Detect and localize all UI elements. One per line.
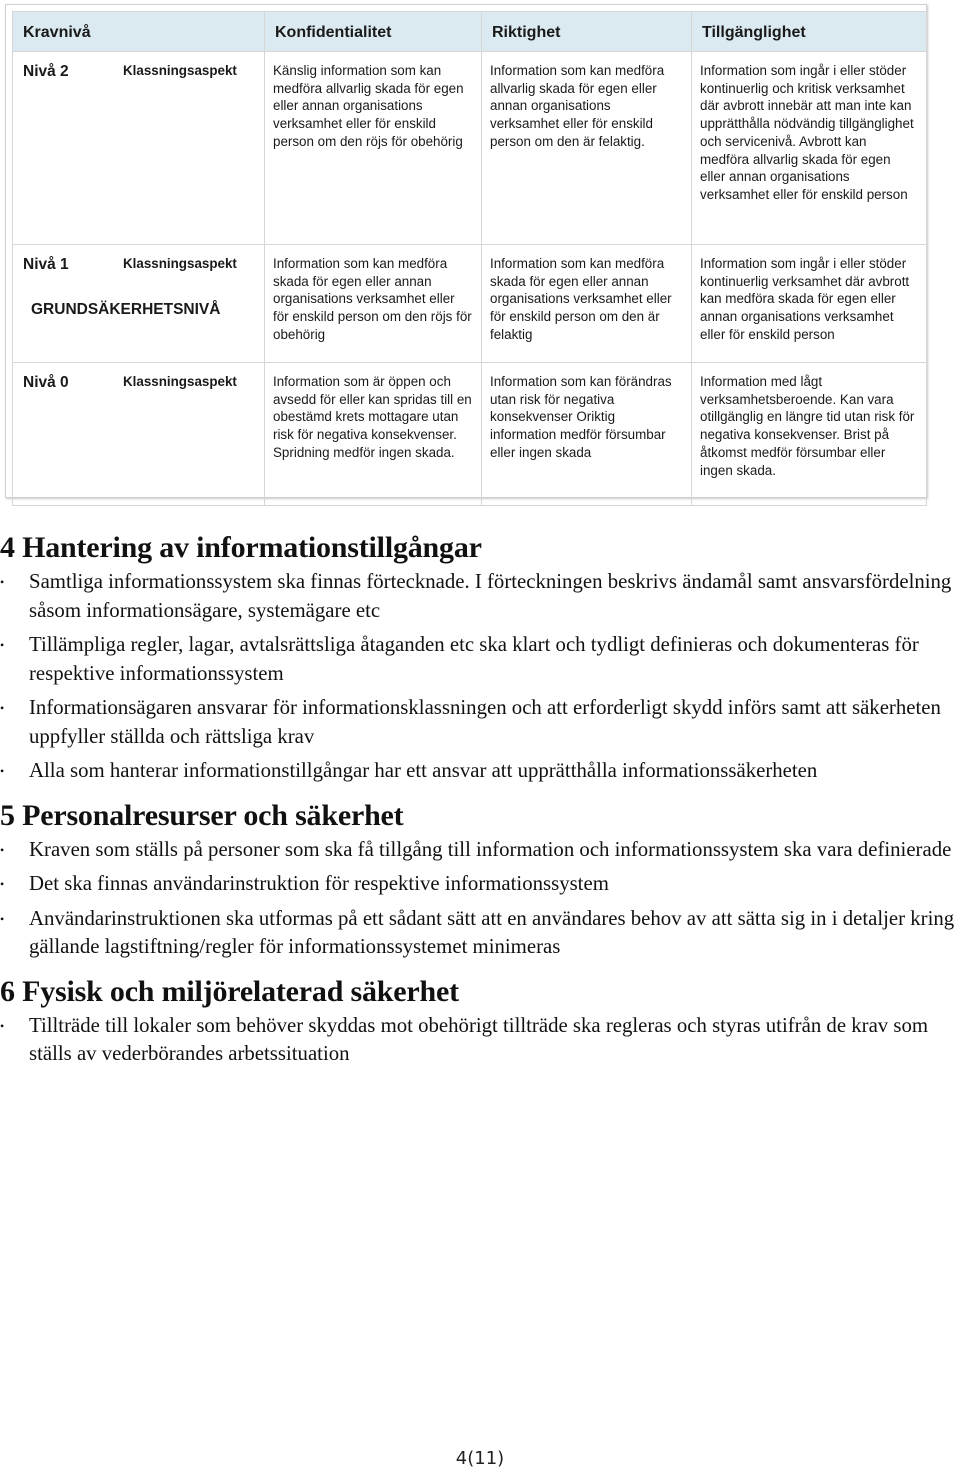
header-riktighet: Riktighet bbox=[482, 12, 692, 52]
konfidentialitet-cell bbox=[265, 363, 482, 506]
table-row bbox=[13, 52, 927, 245]
list-item bbox=[0, 1012, 960, 1069]
cell-text: Känslig information som kan medföra allvarlig skada för egen eller annan organisations verksamhet eller för enskild person om den röjs för obehörig bbox=[273, 63, 464, 149]
bullet-icon: • bbox=[0, 638, 5, 652]
cell-text: Information med lågt verksamhetsberoende. Kan vara otillgänglig en längre tid utan risk för negativa konsekvenser. Brist på åtkomst medför försumbar eller ingen skada. bbox=[700, 374, 915, 478]
page-number: 4(11) bbox=[455, 1448, 505, 1469]
list-item bbox=[0, 694, 960, 751]
table-header-row bbox=[13, 12, 927, 52]
list-item-text: Användarinstruktionen ska utformas på ett sådant sätt att en användares behov av att sätta sig in i detaljer kring gällande lagstiftning/regler för informationssystemet minimeras bbox=[29, 906, 955, 958]
list-item bbox=[0, 870, 960, 899]
cell-text: Information som kan medföra skada för egen eller annan organisations verksamhet eller för enskild person om den röjs för obehörig bbox=[273, 256, 472, 342]
list-item bbox=[0, 757, 960, 786]
table-row bbox=[13, 363, 927, 506]
bullet-icon: • bbox=[0, 1018, 5, 1033]
level-name: Nivå 2 bbox=[23, 63, 69, 80]
level-baseline-label: GRUNDSÄKERHETSNIVÅ bbox=[31, 301, 221, 318]
bullet-icon: • bbox=[0, 764, 5, 778]
list-item bbox=[0, 905, 960, 962]
level-cell bbox=[13, 363, 265, 506]
bullet-icon: • bbox=[0, 911, 5, 926]
bullet-icon: • bbox=[0, 575, 5, 589]
riktighet-cell bbox=[482, 245, 692, 363]
list-item-text: Informationsägaren ansvarar för informationsklassningen och att erforderligt skydd införs samt att säkerheten uppfyller ställda och rättsliga krav bbox=[29, 696, 941, 748]
level-name: Nivå 0 bbox=[23, 374, 69, 391]
list-item-text: Tillämpliga regler, lagar, avtalsrättsliga åtaganden etc ska klart och tydligt definieras och dokumenteras för respektive informationssystem bbox=[29, 633, 919, 685]
level-aspect: Klassningsaspekt bbox=[123, 256, 237, 271]
list-item bbox=[0, 631, 960, 688]
bullet-icon: • bbox=[0, 701, 5, 715]
level-aspect: Klassningsaspekt bbox=[123, 63, 237, 78]
list-item bbox=[0, 836, 960, 865]
riktighet-cell bbox=[482, 52, 692, 245]
tillganglighet-cell bbox=[692, 52, 927, 245]
cell-text: Information som ingår i eller stöder kontinuerlig och kritisk verksamhet där avbrott innebär att man inte kan upprätthålla nödvändig tillgänglighet och servicenivå. Avbrott kan medföra allvarlig skada för egen eller annan organisations verksamhet eller för enskild person bbox=[700, 63, 914, 202]
section-personal bbox=[0, 796, 960, 962]
bullet-list bbox=[0, 568, 960, 786]
list-item bbox=[0, 568, 960, 625]
level-aspect: Klassningsaspekt bbox=[123, 374, 237, 389]
section-heading: 6 Fysisk och miljörelaterad säkerhet bbox=[0, 974, 459, 1008]
table-row bbox=[13, 245, 927, 363]
classification-table-image bbox=[5, 4, 927, 498]
riktighet-cell bbox=[482, 363, 692, 506]
section-hantering bbox=[0, 528, 960, 786]
header-kravniva: Kravnivå bbox=[13, 12, 265, 52]
section-fysisk bbox=[0, 972, 960, 1069]
document-body bbox=[0, 528, 960, 1079]
cell-text: Information som kan förändras utan risk för negativa konsekvenser Oriktig information medför försumbar eller ingen skada bbox=[490, 374, 672, 460]
list-item-text: Tillträde till lokaler som behöver skyddas mot obehörigt tillträde ska regleras och styras utifrån de krav som ställs av vederbörandes arbetssituation bbox=[29, 1013, 929, 1065]
tillganglighet-cell bbox=[692, 363, 927, 506]
level-cell bbox=[13, 245, 265, 363]
header-tillganglighet: Tillgänglighet bbox=[692, 12, 927, 52]
list-item-text: Alla som hanterar informationstillgångar har ett ansvar att upprätthålla informationssäkerheten bbox=[29, 759, 818, 782]
list-item-text: Samtliga informationssystem ska finnas förtecknade. I förteckningen beskrivs ändamål samt ansvarsfördelning såsom informationsägare, systemägare etc bbox=[29, 570, 952, 622]
section-heading: 4 Hantering av informationstillgångar bbox=[0, 531, 482, 564]
section-heading: 5 Personalresurser och säkerhet bbox=[0, 798, 404, 832]
bullet-list bbox=[0, 1012, 960, 1069]
header-konfidentialitet: Konfidentialitet bbox=[265, 12, 482, 52]
list-item-text: Det ska finnas användarinstruktion för respektive informationssystem bbox=[29, 872, 609, 895]
list-item-text: Kraven som ställs på personer som ska få tillgång till information och informationssystem ska vara definierade bbox=[29, 837, 952, 861]
bullet-icon: • bbox=[0, 842, 5, 857]
cell-text: Information som kan medföra skada för egen eller annan organisations verksamhet eller för enskild person om den är felaktig bbox=[490, 256, 672, 342]
level-name: Nivå 1 bbox=[23, 256, 69, 273]
level-cell bbox=[13, 52, 265, 245]
bullet-icon: • bbox=[0, 877, 5, 891]
cell-text: Information som kan medföra allvarlig skada för egen eller annan organisations verksamhet eller för enskild person om den är felaktig. bbox=[490, 63, 665, 149]
tillganglighet-cell bbox=[692, 245, 927, 363]
konfidentialitet-cell bbox=[265, 52, 482, 245]
bullet-list bbox=[0, 836, 960, 962]
konfidentialitet-cell bbox=[265, 245, 482, 363]
classification-table bbox=[12, 11, 927, 506]
cell-text: Information som ingår i eller stöder kontinuerlig verksamhet där avbrott kan medföra skada för egen eller annan organisations verksamhet eller för enskild person bbox=[700, 256, 910, 342]
cell-text: Information som är öppen och avsedd för eller kan spridas till en obestämd krets mottagare utan risk för negativa konsekvenser. Spridning medför ingen skada. bbox=[273, 374, 472, 460]
